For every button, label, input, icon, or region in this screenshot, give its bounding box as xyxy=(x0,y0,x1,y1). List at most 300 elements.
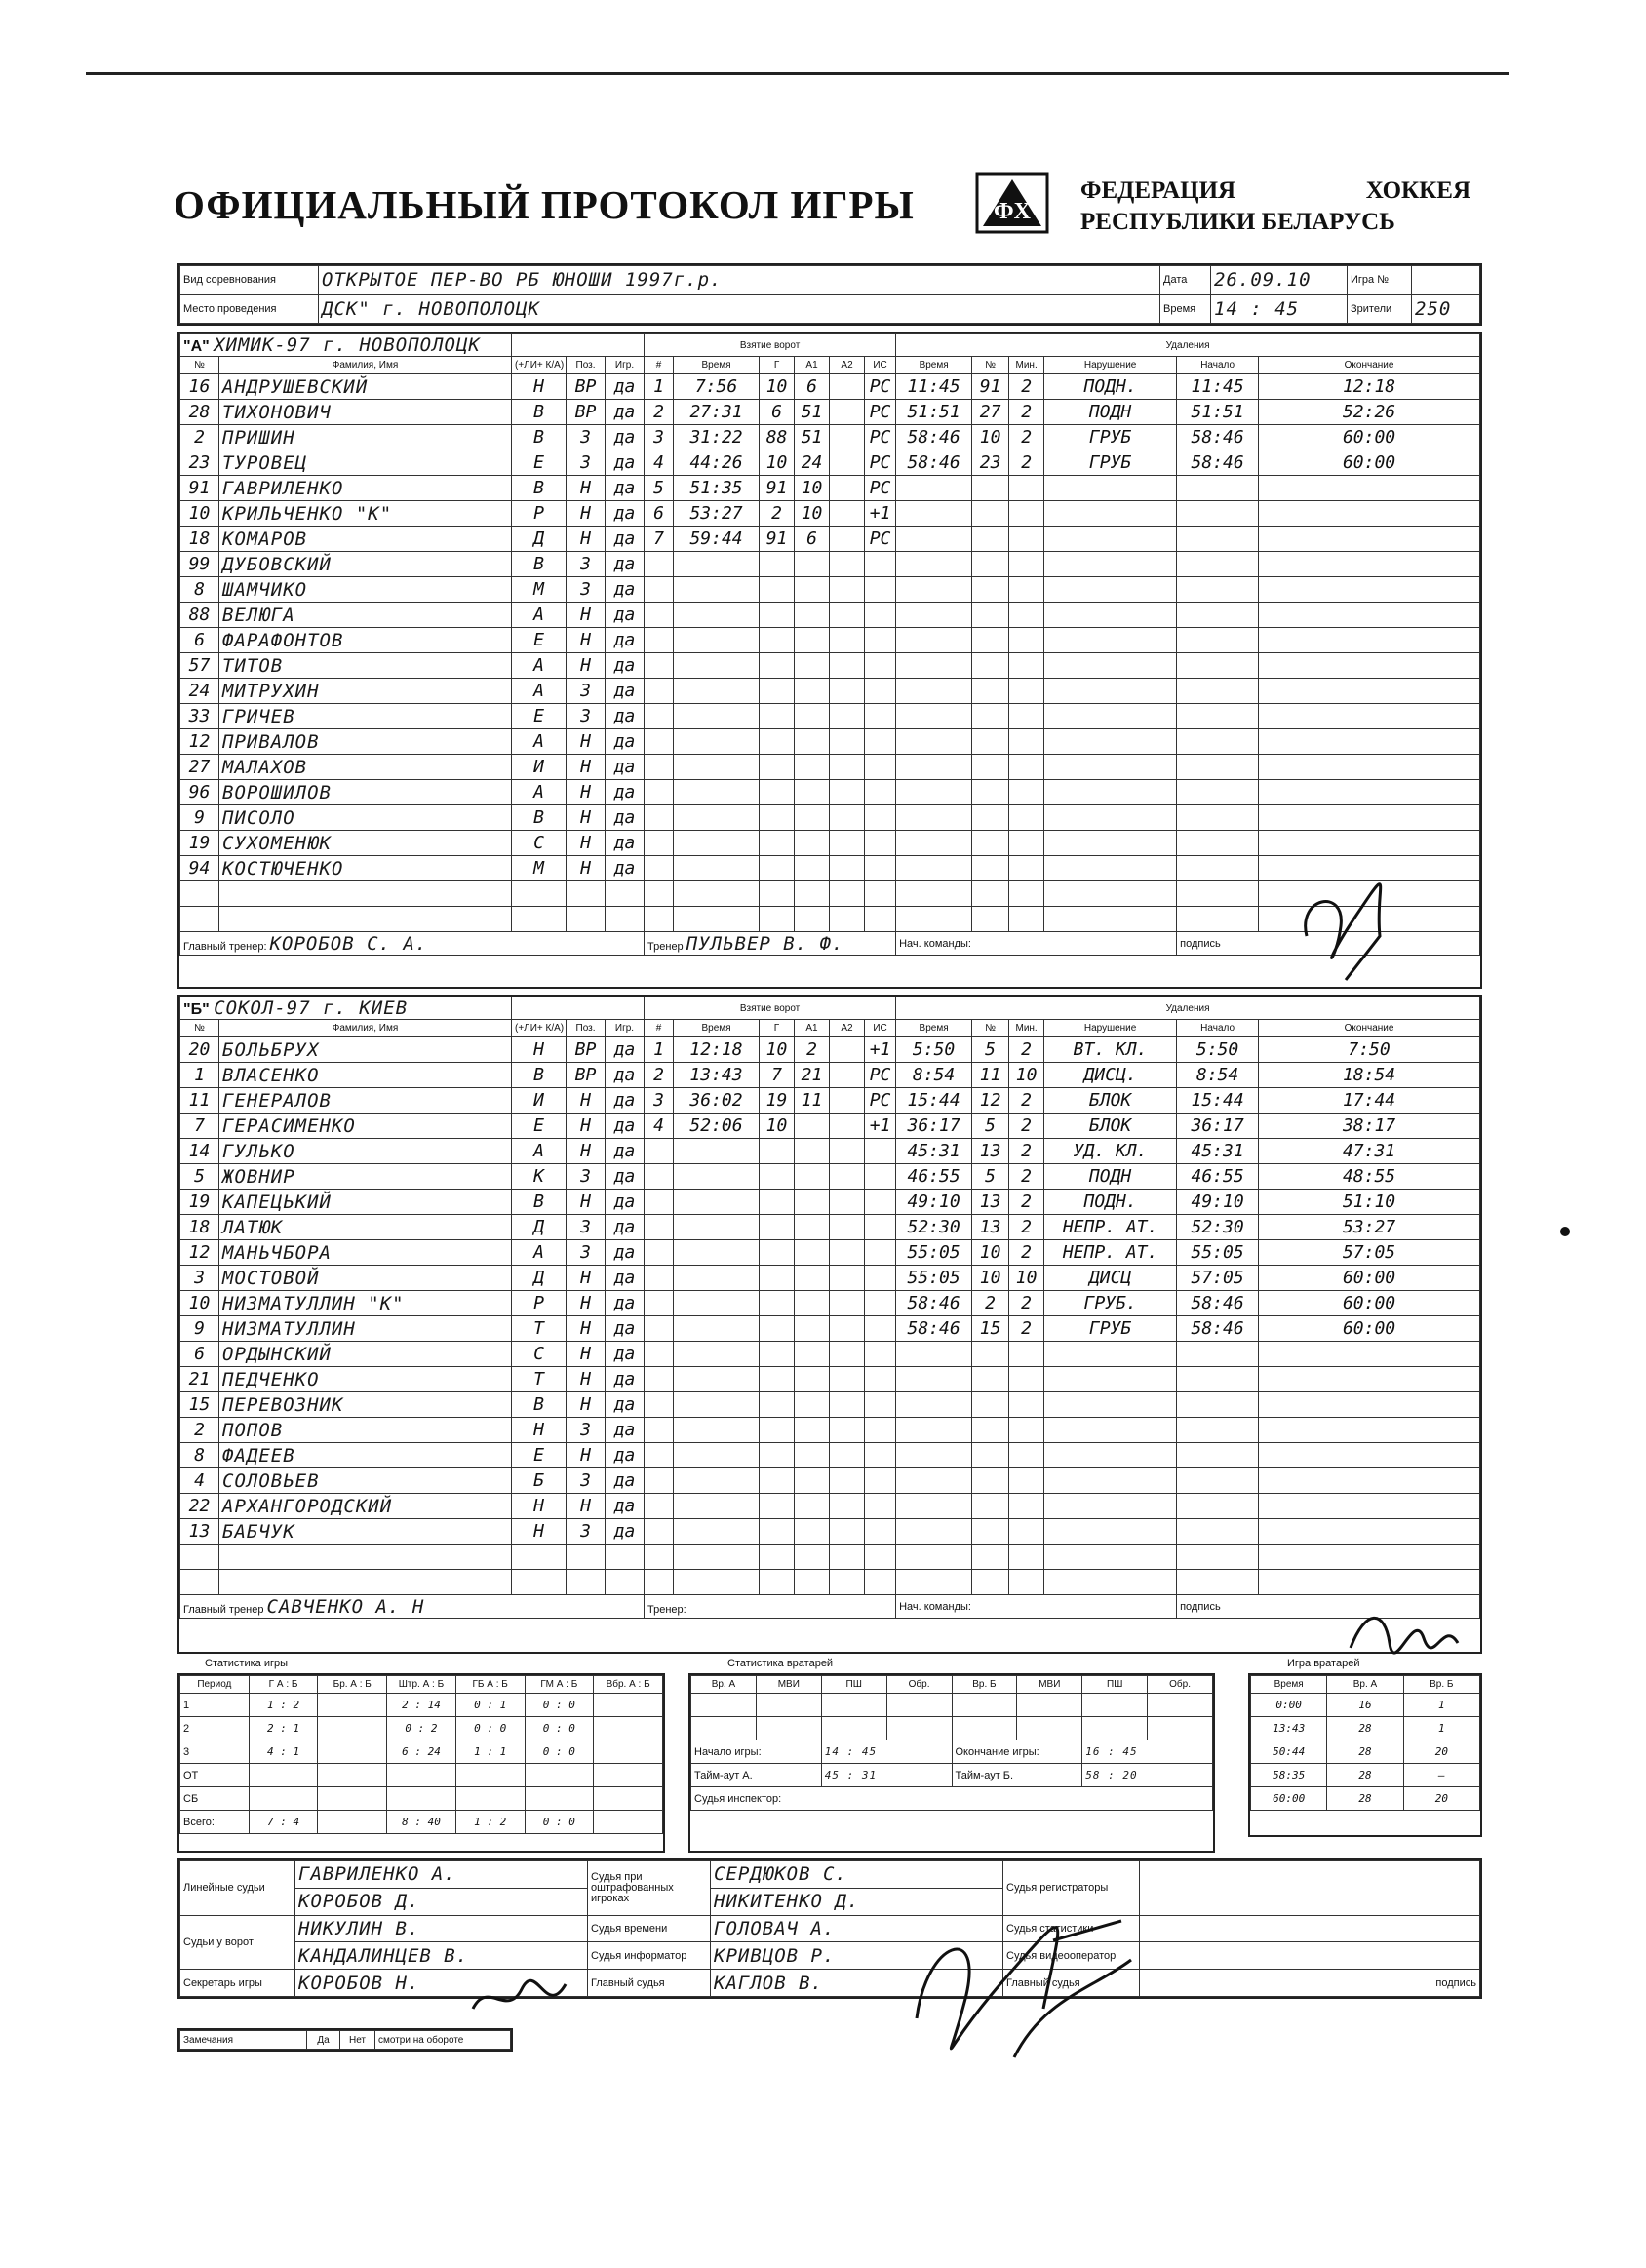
goal-t xyxy=(674,1443,760,1468)
penalty-no xyxy=(972,907,1009,932)
penalty-judge-1: СЕРДЮКОВ С. xyxy=(711,1861,1003,1889)
player-g: да xyxy=(606,1418,645,1443)
goal-is xyxy=(865,679,896,704)
goal-g xyxy=(760,1190,795,1215)
goal-is: РС xyxy=(865,1088,896,1114)
team-a-label: "А" xyxy=(183,338,210,355)
player-no: 28 xyxy=(180,400,219,425)
stats-row xyxy=(180,1717,663,1740)
penalty-e: 47:31 xyxy=(1259,1139,1480,1164)
penalty-e xyxy=(1259,1468,1480,1494)
player-name: ПЕРЕВОЗНИК xyxy=(219,1392,512,1418)
player-pos: Н xyxy=(567,831,606,856)
penalty-no xyxy=(972,729,1009,755)
player-pos: З xyxy=(567,1240,606,1266)
player-name: ВОРОШИЛОВ xyxy=(219,780,512,805)
penalty-inf xyxy=(1044,856,1177,881)
player-row xyxy=(180,1316,1480,1342)
penalty-inf xyxy=(1044,628,1177,653)
player-g: да xyxy=(606,1291,645,1316)
penalty-min: 2 xyxy=(1009,1037,1044,1063)
stats-cell: 0 : 1 xyxy=(455,1694,525,1717)
goal-is xyxy=(865,1164,896,1190)
goal-a2 xyxy=(830,780,865,805)
player-name: ГРИЧЕВ xyxy=(219,704,512,729)
player-pos: Н xyxy=(567,476,606,501)
gk-play xyxy=(1248,1673,1482,1837)
player-g: да xyxy=(606,552,645,577)
goal-is: +1 xyxy=(865,1114,896,1139)
stats-cell: 0 : 0 xyxy=(455,1717,525,1740)
team-a-chief-label: Нач. команды: xyxy=(899,937,971,950)
penalty-inf: ВТ. КЛ. xyxy=(1044,1037,1177,1063)
goal-a2 xyxy=(830,577,865,603)
player-row xyxy=(180,577,1480,603)
remarks-yes: Да xyxy=(307,2031,340,2050)
col-name: Фамилия, Имя xyxy=(219,1020,512,1037)
goal-g: 7 xyxy=(760,1063,795,1088)
gk-play-cell: 0:00 xyxy=(1251,1694,1327,1717)
penalty-e: 60:00 xyxy=(1259,1316,1480,1342)
signature-b xyxy=(1346,1599,1463,1658)
team-a-coach-label: Главный тренер: xyxy=(183,940,267,953)
gk-play-row xyxy=(1251,1694,1480,1717)
penalty-inf xyxy=(1044,679,1177,704)
penalty-t xyxy=(896,577,972,603)
player-row xyxy=(180,831,1480,856)
gk-stats-header: ПШ xyxy=(821,1676,886,1694)
col-goal-is: ИС xyxy=(865,357,896,374)
goal-is xyxy=(865,628,896,653)
penalty-inf: ГРУБ xyxy=(1044,450,1177,476)
penalty-no xyxy=(972,1392,1009,1418)
penalty-min xyxy=(1009,1367,1044,1392)
goal-a2 xyxy=(830,1468,865,1494)
player-name: ПИСОЛО xyxy=(219,805,512,831)
player-row xyxy=(180,1342,1480,1367)
penalty-e: 48:55 xyxy=(1259,1164,1480,1190)
goal-g xyxy=(760,628,795,653)
col-pen-min: Мин. xyxy=(1009,357,1044,374)
penalty-inf: ДИСЦ xyxy=(1044,1266,1177,1291)
player-pos: ВР xyxy=(567,400,606,425)
goal-g xyxy=(760,1367,795,1392)
stats-cell: 4 : 1 xyxy=(249,1740,318,1764)
player-cap: И xyxy=(512,1088,567,1114)
col-pen-time: Время xyxy=(896,357,972,374)
player-row xyxy=(180,1570,1480,1595)
remarks-panel xyxy=(177,2028,513,2052)
goal-is: РС xyxy=(865,450,896,476)
penalty-t xyxy=(896,1494,972,1519)
goal-t xyxy=(674,1266,760,1291)
gk-stats-header: МВИ xyxy=(1017,1676,1082,1694)
penalty-inf: ГРУБ. xyxy=(1044,1291,1177,1316)
date-label: Дата xyxy=(1160,266,1211,295)
player-pos: ВР xyxy=(567,374,606,400)
penalty-inf xyxy=(1044,1570,1177,1595)
player-name xyxy=(219,1545,512,1570)
goal-a1 xyxy=(795,729,830,755)
player-no: 6 xyxy=(180,628,219,653)
penalty-inf: ГРУБ xyxy=(1044,425,1177,450)
penalty-no: 11 xyxy=(972,1063,1009,1088)
player-no xyxy=(180,1570,219,1595)
gk-play-row xyxy=(1251,1787,1480,1811)
goal-g xyxy=(760,1139,795,1164)
penalty-inf xyxy=(1044,780,1177,805)
col-pen-no: № xyxy=(972,1020,1009,1037)
goal-a1: 2 xyxy=(795,1037,830,1063)
penalty-min xyxy=(1009,1545,1044,1570)
goal-a2 xyxy=(830,450,865,476)
player-row xyxy=(180,856,1480,881)
player-cap: А xyxy=(512,653,567,679)
goal-t xyxy=(674,1190,760,1215)
player-g: да xyxy=(606,729,645,755)
goal-g xyxy=(760,805,795,831)
goal-a2 xyxy=(830,476,865,501)
player-row xyxy=(180,1494,1480,1519)
stats-cell: 0 : 2 xyxy=(387,1717,456,1740)
stats-cell: 1 : 1 xyxy=(455,1740,525,1764)
penalty-e xyxy=(1259,1443,1480,1468)
player-pos: Н xyxy=(567,1367,606,1392)
player-g: да xyxy=(606,1215,645,1240)
player-cap: Н xyxy=(512,1037,567,1063)
penalty-min: 10 xyxy=(1009,1266,1044,1291)
col-pen-start: Начало xyxy=(1177,1020,1259,1037)
col-pen-time: Время xyxy=(896,1020,972,1037)
referee-label: Главный судья xyxy=(588,1970,711,1997)
col-goal-time: Время xyxy=(674,1020,760,1037)
stats-row xyxy=(180,1787,663,1811)
goal-a1 xyxy=(795,577,830,603)
goal-is xyxy=(865,1316,896,1342)
penalty-t xyxy=(896,805,972,831)
player-no: 96 xyxy=(180,780,219,805)
player-name: ПРИВАЛОВ xyxy=(219,729,512,755)
goal-t xyxy=(674,755,760,780)
penalty-inf: ГРУБ xyxy=(1044,1316,1177,1342)
stats-row xyxy=(180,1811,663,1834)
goal-a2 xyxy=(830,1367,865,1392)
penalty-e xyxy=(1259,476,1480,501)
stats-header: Бр. А : Б xyxy=(318,1676,387,1694)
player-row xyxy=(180,1063,1480,1088)
goal-a1 xyxy=(795,755,830,780)
goal-a1 xyxy=(795,1545,830,1570)
col-pen-start: Начало xyxy=(1177,357,1259,374)
goal-a2 xyxy=(830,1088,865,1114)
player-cap: С xyxy=(512,1342,567,1367)
penalty-no xyxy=(972,653,1009,679)
player-pos: З xyxy=(567,1519,606,1545)
penalty-no xyxy=(972,1418,1009,1443)
penalty-s xyxy=(1177,780,1259,805)
informer: КРИВЦОВ Р. xyxy=(711,1942,1003,1970)
player-row xyxy=(180,527,1480,552)
goal-n xyxy=(645,1519,674,1545)
penalty-t: 58:46 xyxy=(896,1291,972,1316)
player-cap: В xyxy=(512,552,567,577)
goal-a2 xyxy=(830,704,865,729)
goal-t xyxy=(674,1240,760,1266)
penalty-e xyxy=(1259,1570,1480,1595)
goal-n xyxy=(645,729,674,755)
goal-n xyxy=(645,1342,674,1367)
penalty-inf xyxy=(1044,704,1177,729)
player-g xyxy=(606,1570,645,1595)
penalty-e xyxy=(1259,577,1480,603)
player-cap: В xyxy=(512,476,567,501)
player-pos xyxy=(567,1570,606,1595)
penalty-e: 60:00 xyxy=(1259,450,1480,476)
penalty-e: 17:44 xyxy=(1259,1088,1480,1114)
goal-is xyxy=(865,755,896,780)
team-b-trainer-label: Тренер: xyxy=(647,1603,686,1616)
player-row xyxy=(180,704,1480,729)
goal-g: 2 xyxy=(760,501,795,527)
col-goal-a2: А2 xyxy=(830,1020,865,1037)
player-row xyxy=(180,1215,1480,1240)
goal-n xyxy=(645,1215,674,1240)
goal-g xyxy=(760,1342,795,1367)
stats-header: Штр. А : Б xyxy=(387,1676,456,1694)
goal-t: 36:02 xyxy=(674,1088,760,1114)
stats-cell: 0 : 0 xyxy=(525,1740,594,1764)
team-b-label: "Б" xyxy=(183,1001,210,1018)
player-row xyxy=(180,729,1480,755)
gk-play-cell: 28 xyxy=(1327,1764,1403,1787)
stats-cell: 2 xyxy=(180,1717,250,1740)
player-cap: Д xyxy=(512,1266,567,1291)
remarks-label: Замечания xyxy=(180,2031,307,2050)
player-pos: Н xyxy=(567,1494,606,1519)
player-row xyxy=(180,374,1480,400)
goal-a2 xyxy=(830,425,865,450)
player-row xyxy=(180,1114,1480,1139)
goal-a2 xyxy=(830,831,865,856)
player-name: МИТРУХИН xyxy=(219,679,512,704)
penalty-t xyxy=(896,1367,972,1392)
goal-a1 xyxy=(795,1139,830,1164)
penalty-min: 2 xyxy=(1009,1240,1044,1266)
player-cap: А xyxy=(512,603,567,628)
team-b-coach: САВЧЕНКО А. Н xyxy=(266,1595,425,1618)
goal-g xyxy=(760,704,795,729)
penalty-t xyxy=(896,1443,972,1468)
player-no: 18 xyxy=(180,527,219,552)
penalty-no xyxy=(972,501,1009,527)
goal-is xyxy=(865,805,896,831)
player-name: АНДРУШЕВСКИЙ xyxy=(219,374,512,400)
penalty-s xyxy=(1177,679,1259,704)
penalty-t xyxy=(896,907,972,932)
penalty-min: 2 xyxy=(1009,1139,1044,1164)
player-no: 88 xyxy=(180,603,219,628)
player-g: да xyxy=(606,1519,645,1545)
player-cap: Р xyxy=(512,501,567,527)
penalty-e: 12:18 xyxy=(1259,374,1480,400)
player-cap: В xyxy=(512,1190,567,1215)
stats-cell xyxy=(594,1811,663,1834)
gk-play-row xyxy=(1251,1717,1480,1740)
stats-cell: СБ xyxy=(180,1787,250,1811)
penalty-s xyxy=(1177,527,1259,552)
penalty-t: 8:54 xyxy=(896,1063,972,1088)
penalty-inf: НЕПР. АТ. xyxy=(1044,1240,1177,1266)
head-judge-sign-label: подпись xyxy=(1140,1970,1480,1997)
player-row xyxy=(180,1190,1480,1215)
penalty-inf xyxy=(1044,577,1177,603)
penalty-e xyxy=(1259,831,1480,856)
goal-g xyxy=(760,907,795,932)
player-name: ШАМЧИКО xyxy=(219,577,512,603)
linesman-1: ГАВРИЛЕНКО А. xyxy=(295,1861,588,1889)
goal-t: 53:27 xyxy=(674,501,760,527)
penalty-s xyxy=(1177,755,1259,780)
penalty-inf: НЕПР. АТ. xyxy=(1044,1215,1177,1240)
player-cap: А xyxy=(512,1139,567,1164)
game-start-label: Начало игры: xyxy=(691,1740,822,1764)
player-cap xyxy=(512,1570,567,1595)
goal-g xyxy=(760,729,795,755)
team-b-block xyxy=(177,995,1482,1654)
col-pen-inf: Нарушение xyxy=(1044,1020,1177,1037)
goal-a1 xyxy=(795,907,830,932)
penalty-no xyxy=(972,1367,1009,1392)
goal-g: 91 xyxy=(760,476,795,501)
penalty-e: 7:50 xyxy=(1259,1037,1480,1063)
team-b-goals-title: Взятие ворот xyxy=(645,997,896,1020)
player-cap: С xyxy=(512,831,567,856)
goal-n: 7 xyxy=(645,527,674,552)
penalty-inf xyxy=(1044,907,1177,932)
penalty-t xyxy=(896,628,972,653)
penalty-t xyxy=(896,1468,972,1494)
goal-g xyxy=(760,1240,795,1266)
penalty-s: 58:46 xyxy=(1177,425,1259,450)
col-pen-end: Окончание xyxy=(1259,1020,1480,1037)
spectators-label: Зрители xyxy=(1348,294,1412,324)
penalty-inf xyxy=(1044,1443,1177,1468)
penalty-min xyxy=(1009,805,1044,831)
goal-t: 12:18 xyxy=(674,1037,760,1063)
date-value: 26.09.10 xyxy=(1211,266,1348,295)
penalty-min xyxy=(1009,1468,1044,1494)
col-goal-no: # xyxy=(645,1020,674,1037)
game-stats xyxy=(177,1673,665,1853)
player-cap: Д xyxy=(512,527,567,552)
goal-a2 xyxy=(830,1063,865,1088)
stats-cell: 1 : 2 xyxy=(249,1694,318,1717)
penalty-min xyxy=(1009,1570,1044,1595)
penalty-min xyxy=(1009,856,1044,881)
goal-n xyxy=(645,679,674,704)
penalty-no xyxy=(972,1519,1009,1545)
player-cap: Е xyxy=(512,450,567,476)
player-no: 10 xyxy=(180,1291,219,1316)
player-name xyxy=(219,881,512,907)
player-name: МАНЬЧБОРА xyxy=(219,1240,512,1266)
player-name: КРИЛЬЧЕНКО "К" xyxy=(219,501,512,527)
col-pen-no: № xyxy=(972,357,1009,374)
goal-t xyxy=(674,1418,760,1443)
player-row xyxy=(180,755,1480,780)
col-pos: Поз. xyxy=(567,1020,606,1037)
stats-row xyxy=(180,1694,663,1717)
team-a-trainer: ПУЛЬВЕР В. Ф. xyxy=(686,932,844,955)
remarks-no: Нет xyxy=(340,2031,375,2050)
team-a-trainer-label: Тренер xyxy=(647,940,684,953)
stats-header: Вбр. А : Б xyxy=(594,1676,663,1694)
player-no: 18 xyxy=(180,1215,219,1240)
penalty-inf: УД. КЛ. xyxy=(1044,1139,1177,1164)
goal-a1 xyxy=(795,856,830,881)
goal-is xyxy=(865,1443,896,1468)
goal-t: 52:06 xyxy=(674,1114,760,1139)
penalty-t: 52:30 xyxy=(896,1215,972,1240)
penalty-no xyxy=(972,1342,1009,1367)
goal-is xyxy=(865,603,896,628)
goal-n xyxy=(645,805,674,831)
goal-a2 xyxy=(830,1570,865,1595)
goal-a1: 21 xyxy=(795,1063,830,1088)
signature-referee xyxy=(897,1901,1151,2067)
penalty-e xyxy=(1259,755,1480,780)
penalty-no xyxy=(972,755,1009,780)
penalty-s: 5:50 xyxy=(1177,1037,1259,1063)
goal-t xyxy=(674,1164,760,1190)
goal-a1: 51 xyxy=(795,400,830,425)
penalty-inf: ПОДН xyxy=(1044,1164,1177,1190)
timeout-a-label: Тайм-аут А. xyxy=(691,1764,822,1787)
officials-panel xyxy=(177,1858,1482,1999)
penalty-t: 15:44 xyxy=(896,1088,972,1114)
goal-a2 xyxy=(830,1266,865,1291)
stats-cell: 0 : 0 xyxy=(525,1811,594,1834)
goal-a1: 6 xyxy=(795,374,830,400)
col-goal-time: Время xyxy=(674,357,760,374)
goal-judge-1: НИКУЛИН В. xyxy=(295,1915,588,1942)
stats-cell: 0 : 0 xyxy=(525,1694,594,1717)
stats-cell: 6 : 24 xyxy=(387,1740,456,1764)
penalty-s xyxy=(1177,653,1259,679)
player-g: да xyxy=(606,1367,645,1392)
penalty-s: 49:10 xyxy=(1177,1190,1259,1215)
goal-t xyxy=(674,881,760,907)
goal-is xyxy=(865,729,896,755)
goal-n: 2 xyxy=(645,1063,674,1088)
player-row xyxy=(180,1088,1480,1114)
player-g: да xyxy=(606,1114,645,1139)
goal-a1: 11 xyxy=(795,1088,830,1114)
player-g: да xyxy=(606,527,645,552)
goal-g xyxy=(760,552,795,577)
goal-n xyxy=(645,628,674,653)
goal-n: 2 xyxy=(645,400,674,425)
goal-n xyxy=(645,1494,674,1519)
game-no-value xyxy=(1412,266,1480,295)
goal-t xyxy=(674,729,760,755)
penalty-min xyxy=(1009,577,1044,603)
penalty-e xyxy=(1259,1367,1480,1392)
penalty-no: 13 xyxy=(972,1215,1009,1240)
stats-cell xyxy=(318,1764,387,1787)
stats-cell xyxy=(594,1717,663,1740)
goal-n: 6 xyxy=(645,501,674,527)
